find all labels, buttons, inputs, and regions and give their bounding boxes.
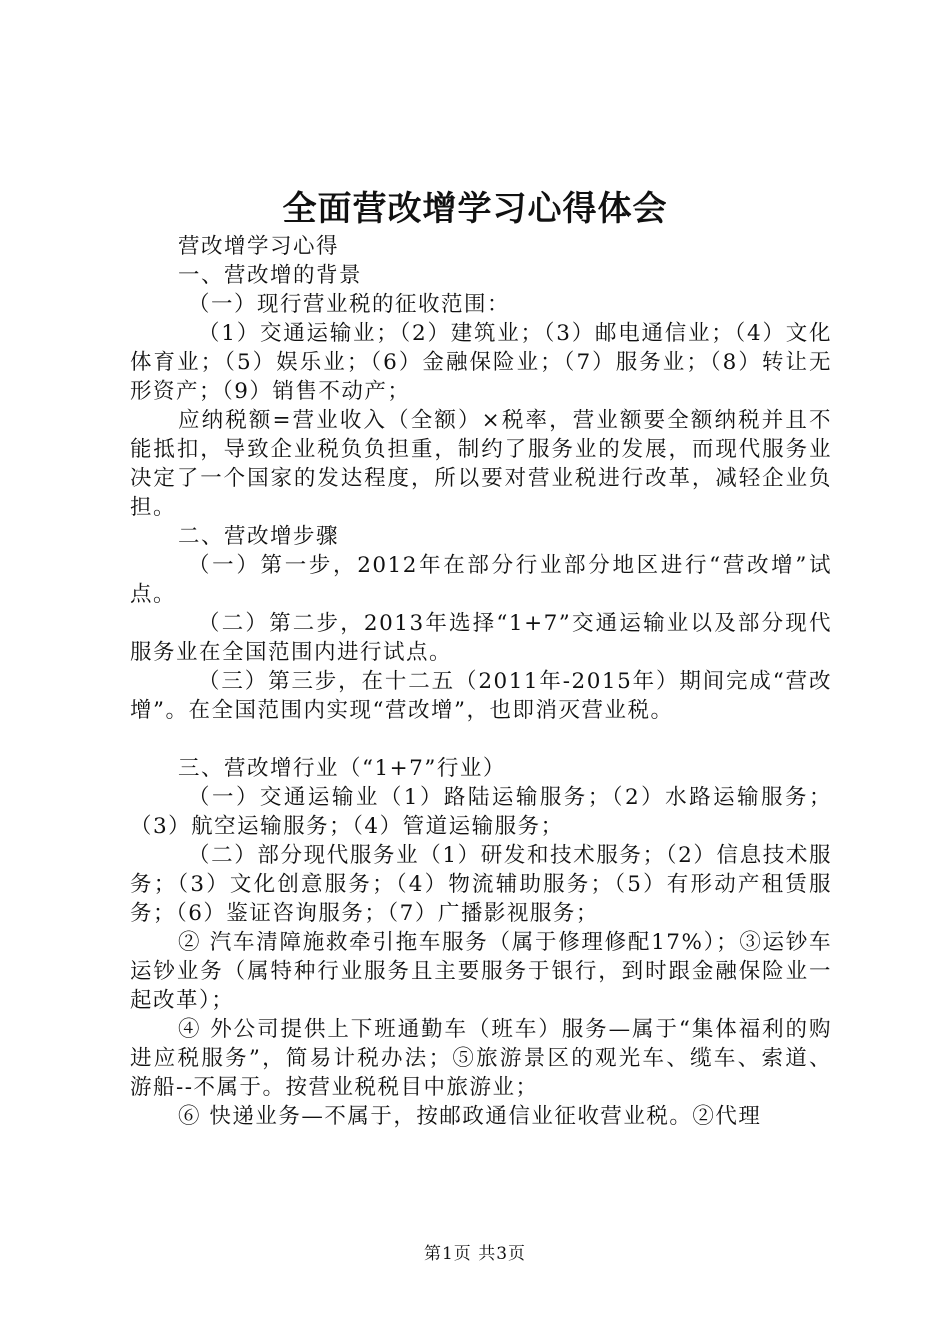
paragraph-note-shuttle: ④ 外公司提供上下班通勤车（班车）服务—属于“集体福利的购进应税服务”，简易计税办法；⑤旅游景区的观光车、缆车、索道、游船--不属于。按营业税税目中旅游业；	[130, 1017, 832, 1100]
document-title: 全面营改增学习心得体会	[282, 189, 668, 229]
paragraph-step-one: （一）第一步，2012年在部分行业部分地区进行“营改增”试点。	[130, 553, 832, 607]
section-heading-industries: 三、营改增行业（“1+7”行业）	[178, 756, 506, 781]
paragraph-tax-formula: 应纳税额=营业收入（全额）×税率，营业额要全额纳税并且不能抵扣，导致企业税负负担重，制约了服务业的发展，而现代服务业决定了一个国家的发达程度，所以要对营业税进行改革，减轻企业负担。	[130, 408, 832, 520]
blank-line	[130, 725, 832, 754]
paragraph-step-two: （二）第二步，2013年选择“1+7”交通运输业以及部分现代服务业在全国范围内进行试点。	[130, 611, 832, 665]
document-body	[130, 232, 832, 1131]
paragraph-step-three: （三）第三步，在十二五（2011年-2015年）期间完成“营改增”。在全国范围内实现“营改增”，也即消灭营业税。	[130, 669, 832, 723]
paragraph-tax-scope-list: （1）交通运输业；（2）建筑业；（3）邮电通信业；（4）文化体育业；（5）娱乐业；（6）金融保险业；（7）服务业；（8）转让无形资产；（9）销售不动产；	[130, 321, 832, 404]
section-heading-steps: 二、营改增步骤	[178, 524, 340, 549]
paragraph-note-express: ⑥ 快递业务—不属于，按邮政通信业征收营业税。②代理	[178, 1104, 762, 1129]
paragraph-modern-services: （二）部分现代服务业（1）研发和技术服务；（2）信息技术服务；（3）文化创意服务；（4）物流辅助服务；（5）有形动产租赁服务；（6）鉴证咨询服务；（7）广播影视服务；	[130, 843, 832, 926]
paragraph-transport-industry: （一）交通运输业（1）路陆运输服务；（2）水路运输服务；（3）航空运输服务；（4）管道运输服务；	[130, 785, 832, 839]
subheading-tax-scope: （一）现行营业税的征收范围：	[188, 292, 511, 317]
section-heading-background: 一、营改增的背景	[178, 263, 363, 288]
paragraph-subtitle: 营改增学习心得	[178, 234, 340, 259]
paragraph-note-towing: ② 汽车清障施救牵引拖车服务（属于修理修配17%）；③运钞车运钞业务（属特种行业服务且主要服务于银行，到时跟金融保险业一起改革）；	[130, 930, 832, 1013]
page-footer: 第1页 共3页	[423, 1244, 527, 1264]
